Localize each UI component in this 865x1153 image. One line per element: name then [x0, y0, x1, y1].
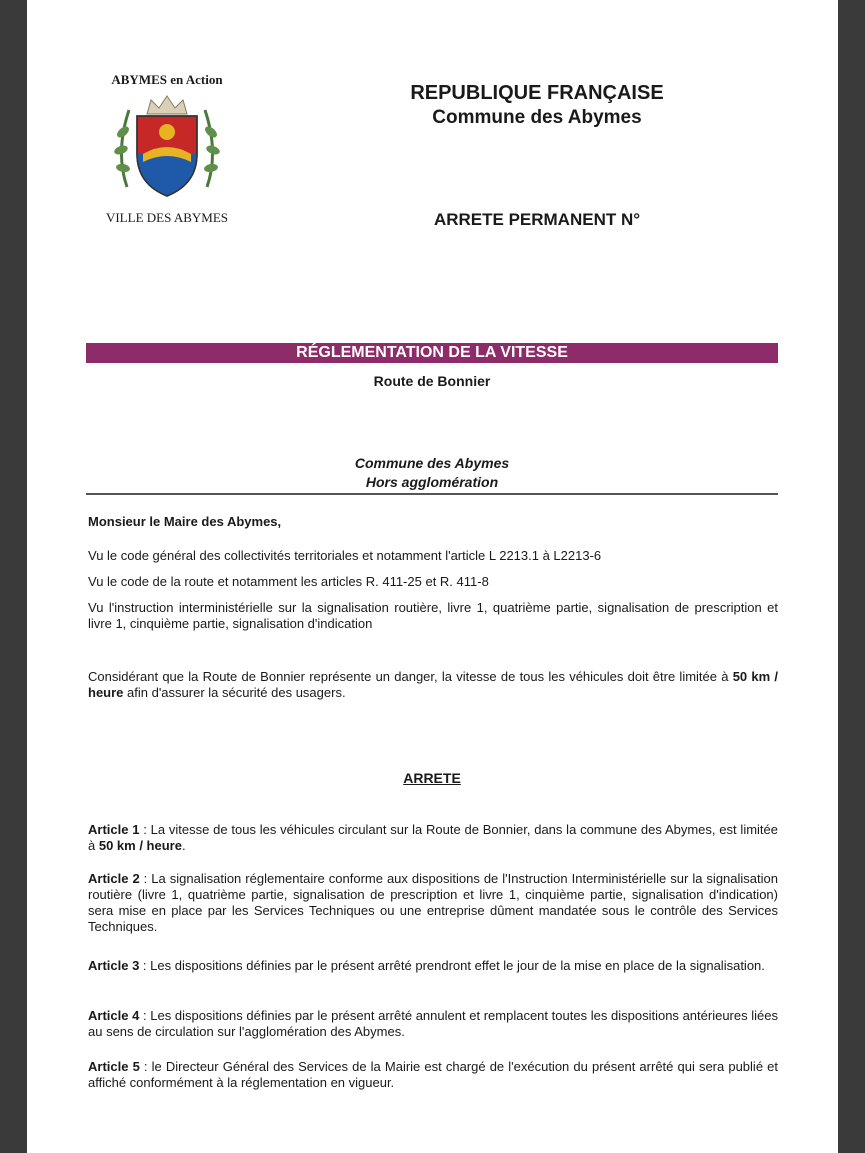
regulation-banner: RÉGLEMENTATION DE LA VITESSE [86, 343, 778, 363]
article-speed: 50 km / heure [98, 838, 182, 853]
article-3 [88, 958, 778, 974]
article-label: Article 3 [88, 958, 140, 973]
arrete-heading: ARRETE [403, 770, 461, 786]
speed-limit: 50 km / heure [88, 669, 778, 700]
article-label: Article 1 [88, 822, 140, 837]
divider [86, 493, 778, 495]
document-header [367, 80, 707, 130]
city-logo [87, 72, 247, 226]
article-text: : La vitesse de tous les véhicules circulant sur la Route de Bonnier, dans la commune des Abymes, est limitée à [88, 822, 778, 853]
salutation: Monsieur le Maire des Abymes, [88, 514, 282, 529]
logo-top-text: ABYMES en Action [111, 72, 223, 87]
vu-line-1: Vu le code général des collectivités territoriales et notamment l'article L 2213.1 à L2213-6 [88, 548, 602, 563]
commune-title: Commune des Abymes [432, 107, 642, 128]
article-label: Article 2 [88, 871, 140, 886]
republic-title: REPUBLIQUE FRANÇAISE [410, 82, 664, 104]
coat-of-arms-icon [107, 92, 227, 204]
logo-bottom-text: VILLE DES ABYMES [105, 210, 229, 225]
location-commune: Commune des Abymes [354, 455, 510, 471]
article-text: : le Directeur Général des Services de la Mairie est chargé de l'exécution du présent arrêté qui sera publié et affiché conformément à la réglementation en vigueur. [88, 1059, 778, 1090]
arrete-number: ARRETE PERMANENT N° [433, 210, 641, 229]
document-page [27, 0, 838, 1153]
vu-line-2: Vu le code de la route et notamment les articles R. 411-25 et R. 411-8 [88, 574, 489, 589]
location-block [86, 454, 778, 492]
article-label: Article 4 [88, 1008, 140, 1023]
article-label: Article 5 [88, 1059, 140, 1074]
considerant-text: Considérant que la Route de Bonnier représente un danger, la vitesse de tous les véhicules doit être limitée à [88, 669, 733, 684]
article-4 [88, 1008, 778, 1040]
article-5 [88, 1059, 778, 1091]
article-2 [88, 871, 778, 935]
vu-line-3: Vu l'instruction interministérielle sur la signalisation routière, livre 1, quatrième partie, signalisation de prescription et livre 1, cinquième partie, signalisation d'indication [88, 600, 778, 631]
article-text: : La signalisation réglementaire conforme aux dispositions de l'Instruction Interministérielle sur la signalisation routière (livre 1, quatrième partie, signalisation de prescription et livre 1, cinquième partie, signalisation d'indication) sera mise en place par les Services Techniques ou une entreprise dûment mandatée sous le contrôle des Services Techniques. [88, 871, 778, 934]
article-1 [88, 822, 778, 854]
considerant-end: afin d'assurer la sécurité des usagers. [123, 685, 346, 700]
route-name: Route de Bonnier [373, 373, 491, 389]
considerant-paragraph [88, 669, 778, 701]
article-text-end: . [181, 838, 186, 853]
location-zone: Hors agglomération [365, 474, 499, 490]
article-text: : Les dispositions définies par le présent arrêté prendront effet le jour de la mise en place de la signalisation. [139, 958, 765, 973]
article-text: : Les dispositions définies par le présent arrêté annulent et remplacent toutes les dispositions antérieures liées au sens de circulation sur l'agglomération des Abymes. [88, 1008, 778, 1039]
